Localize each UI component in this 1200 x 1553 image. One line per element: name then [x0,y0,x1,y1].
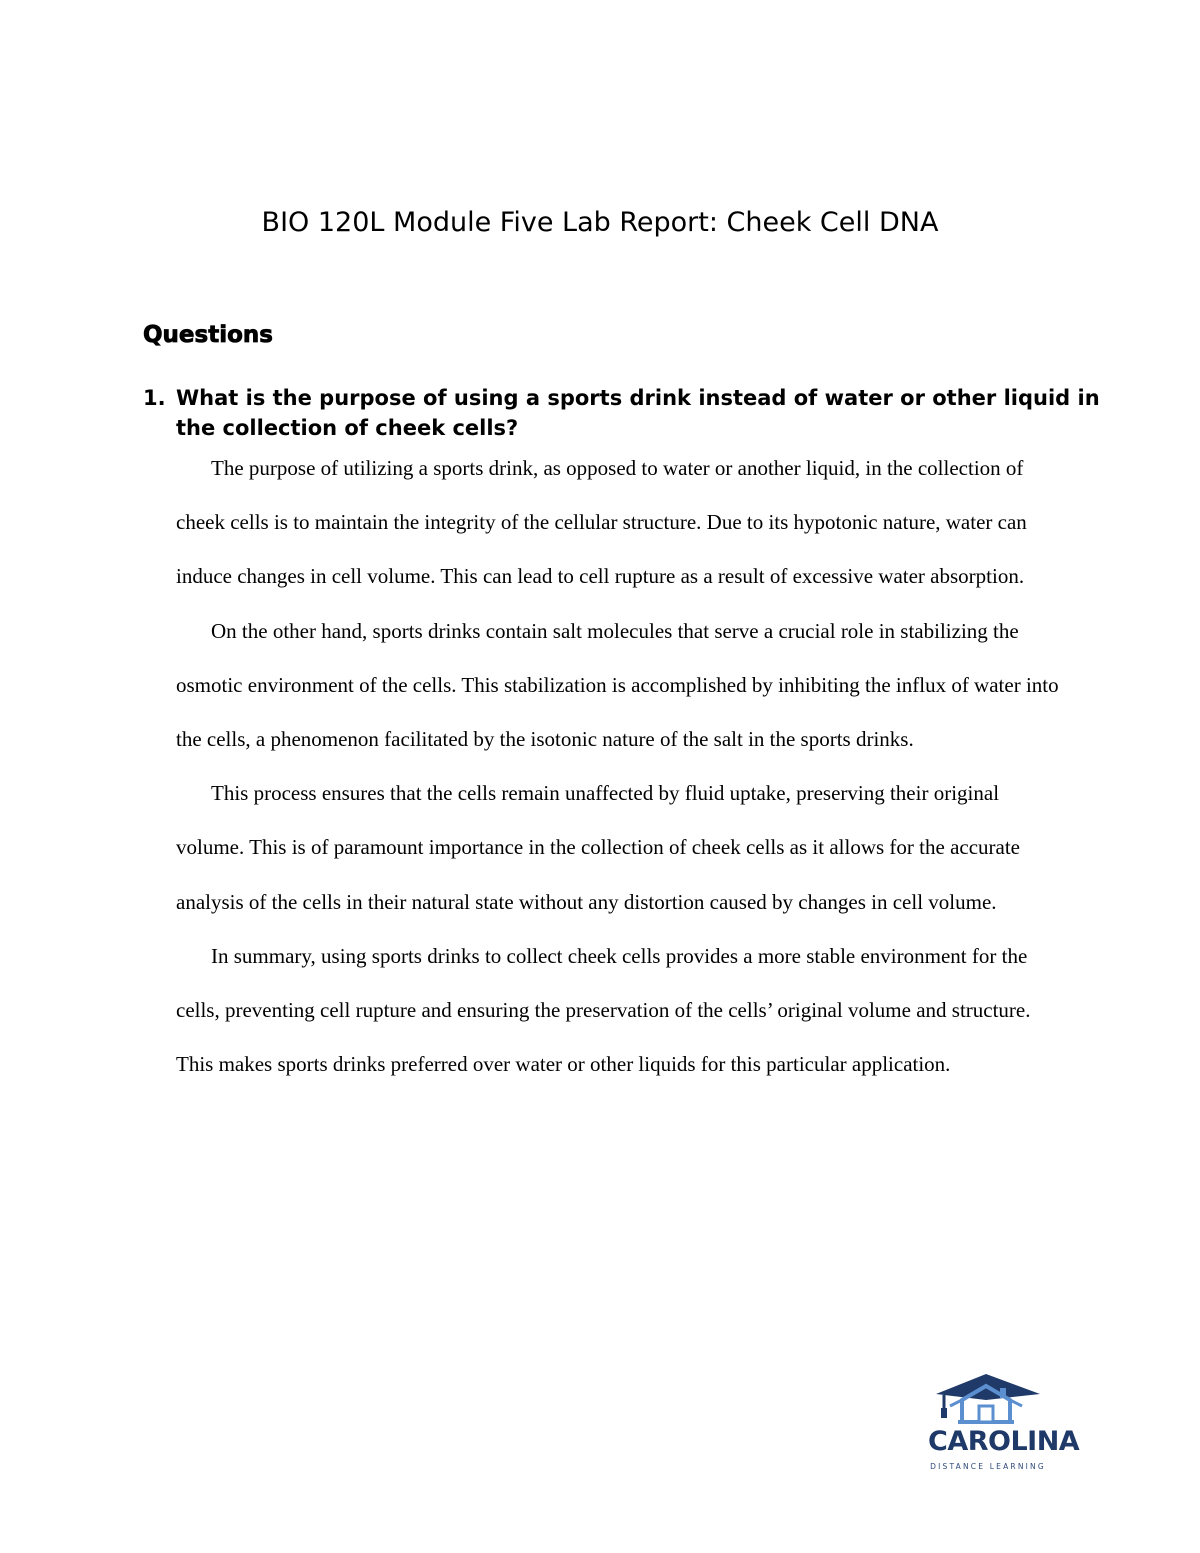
question-number: 1. [143,386,166,410]
answer-paragraph-1: The purpose of utilizing a sports drink, as opposed to water or another liquid, in the collection of cheek cells is to maintain the integrity of the cellular structure. Due to its hypotonic nature, water can induce changes in cell volume. This can lead to cell rupture as a result of excessive water absorption. [176,456,1027,589]
house-graduation-cap-icon [928,1370,1048,1428]
question-1 [143,383,1111,443]
answer-paragraph-3: This process ensures that the cells remain unaffected by fluid uptake, preserving their original volume. This is of paramount importance in the collection of cheek cells as it allows for the accurate analysis of the cells in their natural state without any distortion caused by changes in cell volume. [176,781,1020,914]
answer-paragraph-2: On the other hand, sports drinks contain salt molecules that serve a crucial role in stabilizing the osmotic environment of the cells. This stabilization is accomplished by inhibiting the influx of water into the cells, a phenomenon facilitated by the isotonic nature of the salt in the sports drinks. [176,618,1059,752]
section-heading: Questions [143,322,273,348]
question-text: What is the purpose of using a sports drink instead of water or other liquid in the collection of cheek cells? [176,386,1100,440]
document-title: BIO 120L Module Five Lab Report: Cheek Cell DNA [261,207,939,238]
logo-wordmark: CAROLINA [928,1426,1080,1457]
answer-paragraph-4: In summary, using sports drinks to collect cheek cells provides a more stable environment for the cells, preventing cell rupture and ensuring the preservation of the cells’ original volume and structure. This makes sports drinks preferred over water or other liquids for this particular application. [176,943,1031,1077]
logo-tagline: DISTANCE LEARNING [930,1462,1046,1471]
carolina-logo [928,1370,1080,1480]
answer-body [176,441,1071,1091]
